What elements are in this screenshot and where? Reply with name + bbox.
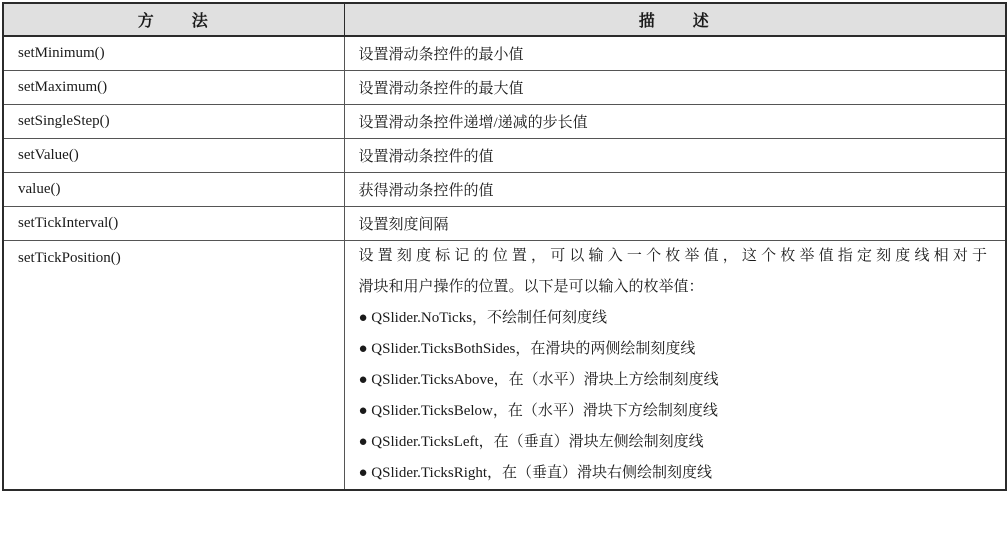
table-row [3, 173, 1006, 207]
table-row [3, 207, 1006, 241]
method-cell: setTickPosition() [3, 241, 344, 491]
method-description-table [2, 2, 1007, 491]
table-row [3, 36, 1006, 71]
table-row [3, 139, 1006, 173]
description-line: 设置刻度标记的位置，可以输入一个枚举值，这个枚举值指定刻度线相对于 [358, 248, 987, 264]
method-cell: setMaximum() [3, 71, 344, 105]
table-row [3, 71, 1006, 105]
enum-bullet-item: ● QSlider.TicksAbove，在（水平）滑块上方绘制刻度线 [358, 372, 719, 388]
enum-bullet-item: ● QSlider.TicksBelow，在（水平）滑块下方绘制刻度线 [358, 403, 718, 419]
method-cell: setSingleStep() [3, 105, 344, 139]
method-cell: setValue() [3, 139, 344, 173]
enum-bullet-item: ● QSlider.NoTicks，不绘制任何刻度线 [358, 310, 608, 326]
method-cell: setTickInterval() [3, 207, 344, 241]
description-cell: 设置刻度间隔 [344, 207, 1006, 241]
method-cell: setMinimum() [3, 36, 344, 71]
description-cell: 设置滑动条控件的最小值 [344, 36, 1006, 71]
header-method: 方 法 [3, 3, 344, 36]
header-description: 描 述 [344, 3, 1006, 36]
table-row [3, 105, 1006, 139]
enum-bullet-item: ● QSlider.TicksRight，在（垂直）滑块右侧绘制刻度线 [358, 465, 713, 481]
description-cell: 获得滑动条控件的值 [344, 173, 1006, 207]
description-line: 滑块和用户操作的位置。以下是可以输入的枚举值： [358, 279, 704, 295]
description-cell-multiline [344, 241, 1006, 491]
method-cell: value() [3, 173, 344, 207]
table-row [3, 241, 1006, 491]
description-cell: 设置滑动条控件的值 [344, 139, 1006, 173]
enum-bullet-item: ● QSlider.TicksBothSides，在滑块的两侧绘制刻度线 [358, 341, 696, 357]
description-cell: 设置滑动条控件递增/递减的步长值 [344, 105, 1006, 139]
header-row [3, 3, 1006, 36]
enum-bullet-item: ● QSlider.TicksLeft，在（垂直）滑块左侧绘制刻度线 [358, 434, 704, 450]
description-cell: 设置滑动条控件的最大值 [344, 71, 1006, 105]
